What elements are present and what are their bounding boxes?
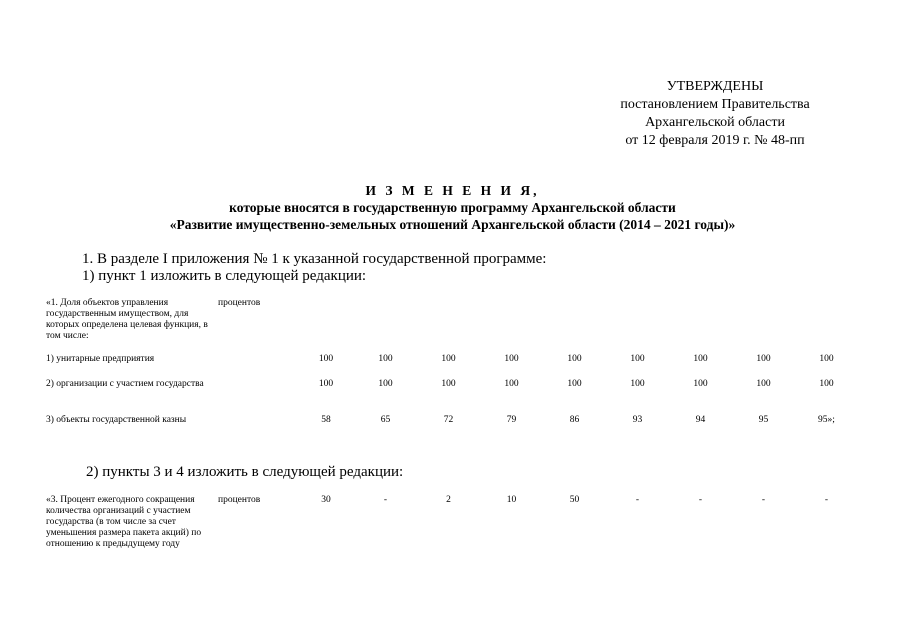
approval-line-4: от 12 февраля 2019 г. № 48-пп [625,133,805,148]
table-cell-value: 100 [630,354,645,364]
table-cell-value: 100 [693,379,708,389]
table-cell-value: 100 [819,379,834,389]
table-cell-label: 3) объекты государственной казны [46,415,187,425]
table-cell-value: 95 [758,415,769,425]
table-cell-value: 100 [819,354,834,364]
table-cell-value: 100 [504,379,519,389]
table-cell-value: 100 [441,379,456,389]
table-cell-value: 30 [321,495,331,505]
table-cell-label: 1) унитарные предприятия [46,354,155,364]
approval-stamp [585,78,845,150]
table-cell-value: 100 [504,354,519,364]
table-cell-value: - [824,495,829,505]
table-cell-value: - [635,495,640,505]
table-cell-value: 94 [695,415,706,425]
paragraph-2: 1) пункт 1 изложить в следующей редакции: [82,268,367,284]
table-cell-value: 58 [321,415,331,425]
table-cell-value: 100 [318,379,334,389]
document-title [0,182,905,233]
table-cell-unit: процентов [218,495,261,505]
title-heading: И З М Е Н Е Н И Я, [365,183,540,198]
table-cell-value: - [698,495,703,505]
table-cell-unit: процентов [218,298,261,308]
paragraph-1: 1. В разделе I приложения № 1 к указанной государственной программе: [82,251,547,267]
table-cell-value: 100 [318,354,334,364]
table-row [46,415,858,441]
table-cell-value: 100 [567,379,582,389]
table-cell-value: 100 [630,379,645,389]
table-cell-value: 72 [443,415,454,425]
approval-line-3: Архангельской области [645,115,785,130]
table-row [46,379,858,415]
table-row [46,495,858,550]
table-cell-value: 100 [693,354,708,364]
table-cell-label: «3. Процент ежегодного сокращения количества организаций с участием государства (в том числе за счет уменьшения размера пакета акций) по отношению к предыдущему году [46,495,202,549]
table-cell-value: 86 [569,415,580,425]
table-cell-value: 2 [446,495,451,505]
paragraph-3: 2) пункты 3 и 4 изложить в следующей редакции: [86,464,404,480]
table-cell-value: 93 [632,415,643,425]
table-cell-value: 95»; [818,415,835,425]
table-2 [46,495,858,550]
table-cell-value: 65 [380,415,391,425]
approval-line-1: УТВЕРЖДЕНЫ [666,79,764,94]
title-line-3: «Развитие имущественно-земельных отношений Архангельской области (2014 – 2021 годы)» [169,217,736,232]
table-cell-value: 50 [569,495,580,505]
table-cell-value: 79 [506,415,517,425]
table-cell-value: 100 [567,354,582,364]
table-cell-value: 100 [441,354,456,364]
table-cell-value: 100 [756,354,771,364]
approval-line-2: постановлением Правительства [620,97,810,112]
table-cell-label: 2) организации с участием государства [46,379,204,389]
table-cell-value: - [761,495,766,505]
table-cell-value: 100 [378,379,393,389]
table-row [46,298,858,354]
table-row [46,354,858,379]
table-cell-value: 100 [756,379,771,389]
table-1 [46,298,858,441]
table-cell-value: - [383,495,388,505]
table-cell-value: 10 [506,495,517,505]
table-cell-value: 100 [378,354,393,364]
title-line-2: которые вносятся в государственную программу Архангельской области [229,200,676,215]
table-cell-label: «1. Доля объектов управления государственным имуществом, для которых определена целевая функция, в том числе: [46,298,208,341]
